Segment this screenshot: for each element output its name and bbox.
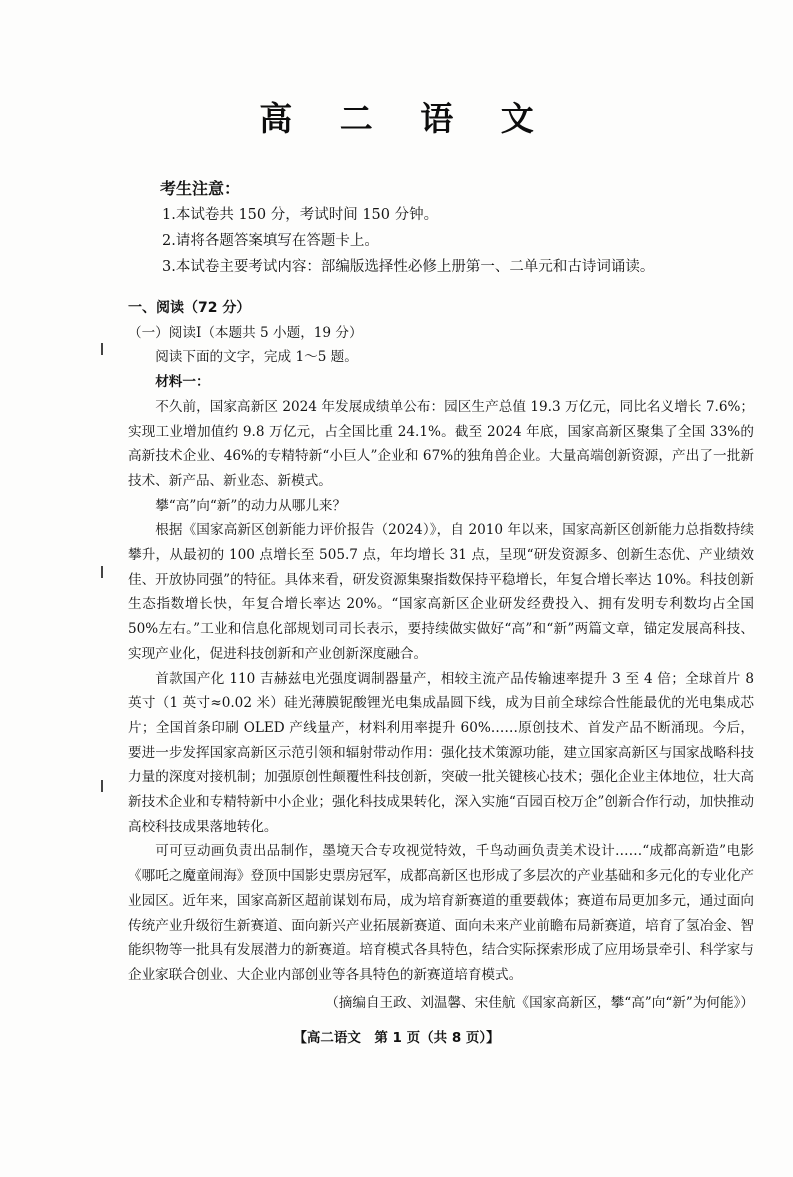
scan-margin-mark — [101, 343, 103, 355]
notice-item: 1.本试卷共 150 分，考试时间 150 分钟。 — [162, 207, 439, 223]
article-paragraph: 不久前，国家高新区 2024 年发展成绩单公布：园区生产总值 19.3 万亿元，同比名义增长 7.6%；实现工业增加值约 9.8 万亿元，占全国比重 24.1%。截至 2024 年底，国家高新区聚集了全国 33%的高新技术企业、46%的专精特新“小巨人”企业和 67%的独角兽企业。大量高端创新资源，产出了一批新技术、新产品、新业态、新模式。 — [128, 398, 754, 489]
material-label: 材料一： — [155, 374, 210, 391]
page-title: 高 二 语 文 — [259, 99, 552, 138]
page-footer: 【高二语文 第 1 页（共 8 页）】 — [293, 1030, 500, 1046]
notice-item: 2.请将各题答案填写在答题卡上。 — [162, 233, 379, 249]
subsection-heading: （一）阅读Ⅰ（本题共 5 小题，19 分） — [128, 324, 363, 341]
exam-notice — [160, 176, 760, 280]
section-heading: 一、阅读（72 分） — [128, 300, 251, 316]
scan-margin-mark — [101, 566, 103, 578]
reading-section — [128, 296, 754, 1015]
notice-heading: 考生注意： — [160, 179, 241, 198]
reading-instruction: 阅读下面的文字，完成 1～5 题。 — [155, 349, 358, 366]
scan-margin-mark — [101, 780, 103, 792]
article-source: （摘编自王政、刘温馨、宋佳航《国家高新区，攀“高”向“新”为何能》） — [325, 994, 754, 1011]
article-paragraph: 根据《国家高新区创新能力评价报告（2024）》，自 2010 年以来，国家高新区创新能力总指数持续攀升，从最初的 100 点增长至 505.7 点，年均增长 31 点，呈现“研发资源多、创新生态优、产业绩效佳、开放协同强”的特征。具体来看，研发资源集聚指数保持平稳增长，年复合增长率达 10%。科技创新生态指数增长快，年复合增长率达 20%。“国家高新区企业研发经费投入、拥有发明专利数均占全国 50%左右。”工业和信息化部规划司司长表示，要持续做实做好“高”和“新”两篇文章，锚定发展高科技、实现产业化，促进科技创新和产业创新深度融合。 — [128, 522, 755, 662]
article-paragraph: 首款国产化 110 吉赫兹电光强度调制器量产，相较主流产品传输速率提升 3 至 4 倍；全球首片 8 英寸（1 英寸≈0.02 米）硅光薄膜铌酸锂光电集成晶圆下线，成为目前全球综合性能最优的光电集成芯片；全国首条印刷 OLED 产线量产，材料利用率提升 60%……原创技术、首发产品不断涌现。今后，要进一步发挥国家高新区示范引领和辐射带动作用：强化技术策源功能，建立国家高新区与国家战略科技力量的深度对接机制；加强原创性颠覆性科技创新，突破一批关键核心技术；强化企业主体地位，壮大高新技术企业和专精特新中小企业；强化科技成果转化，深入实施“百园百校万企”创新合作行动，加快推动高校科技成果落地转化。 — [128, 670, 754, 835]
notice-item: 3.本试卷主要考试内容：部编版选择性必修上册第一、二单元和古诗词诵读。 — [162, 259, 655, 275]
article-paragraph: 可可豆动画负责出品制作，墨境天合专攻视觉特效，千鸟动画负责美术设计……“成都高新造”电影《哪吒之魔童闹海》登顶中国影史票房冠军，成都高新区也形成了多层次的产业基础和多元化的专业化产业园区。近年来，国家高新区超前谋划布局，成为培育新赛道的重要载体；赛道布局更加多元，通过面向传统产业升级衍生新赛道、面向新兴产业拓展新赛道、面向未来产业前瞻布局新赛道，培育了氢冶金、智能织物等一批具有发展潜力的新赛道。培育模式各具特色，结合实际探索形成了应用场景牵引、科学家与企业家联合创业、大企业内部创业等各具特色的新赛道培育模式。 — [128, 843, 754, 983]
article-paragraph: 攀“高”向“新”的动力从哪儿来？ — [155, 497, 347, 514]
